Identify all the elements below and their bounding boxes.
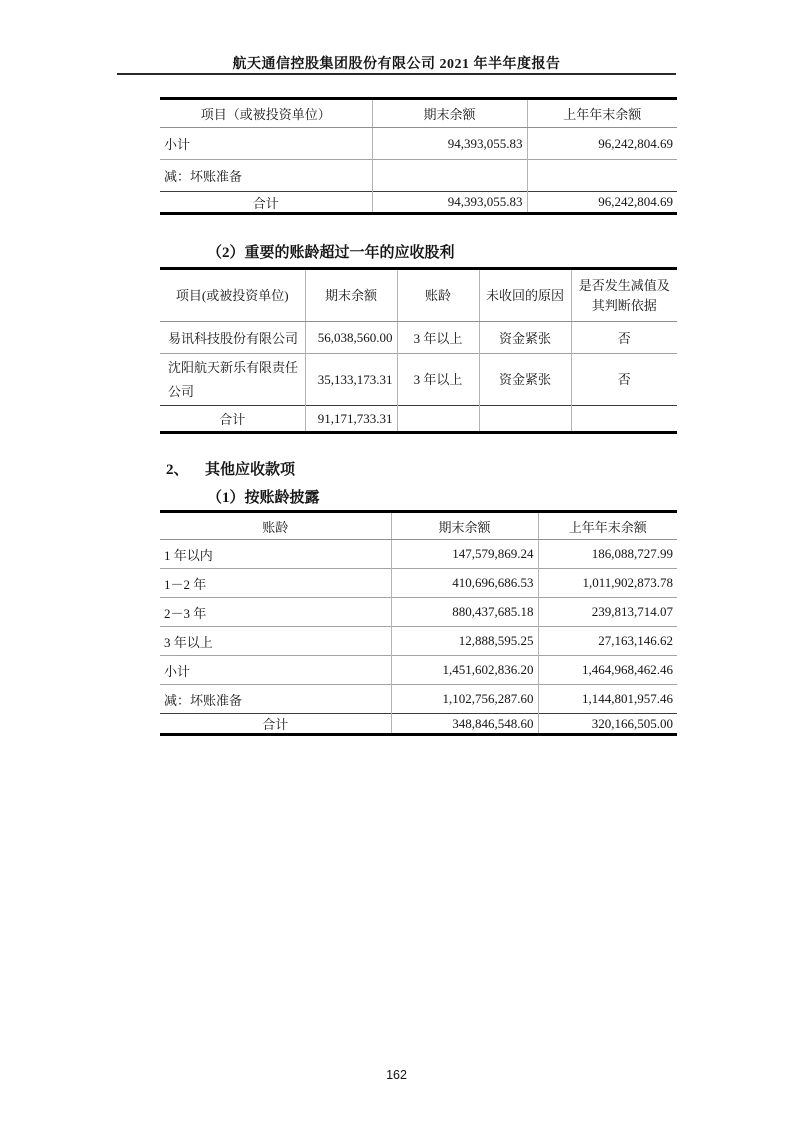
row-label: 小计	[164, 137, 191, 152]
table-row	[160, 598, 677, 627]
table-row	[160, 627, 677, 656]
table-header-row	[160, 269, 677, 322]
closing-balance-value: 1,102,756,287.60	[391, 685, 538, 714]
table-row	[160, 540, 677, 569]
closing-balance-value: 12,888,595.25	[391, 627, 538, 656]
table-total-row	[160, 406, 677, 433]
column-header-closing-balance: 期末余额	[305, 269, 397, 322]
prior-year-balance-value: 186,088,727.99	[538, 540, 677, 569]
table-row	[160, 656, 677, 685]
impairment-value: 否	[571, 322, 677, 354]
closing-balance-value	[372, 160, 527, 192]
closing-balance-value: 94,393,055.83	[372, 192, 527, 214]
page-number: 162	[386, 1068, 407, 1082]
table-total-row	[160, 714, 677, 735]
aging-bucket-label: 1－2 年	[160, 569, 391, 598]
closing-balance-value: 1,451,602,836.20	[391, 656, 538, 685]
table-header-row	[160, 512, 677, 540]
row-label: 减：坏账准备	[160, 685, 391, 714]
prior-year-balance-value: 96,242,804.69	[527, 128, 677, 160]
table-row	[160, 322, 677, 354]
subsection-heading-aging-disclosure: （1）按账龄披露	[207, 490, 320, 506]
column-header-aging: 账龄	[397, 269, 479, 322]
reason-value: 资金紧张	[479, 322, 571, 354]
column-header-closing-balance: 期末余额	[372, 99, 527, 128]
row-label: 减：坏账准备	[160, 160, 372, 192]
aging-bucket-label: 1 年以内	[164, 547, 213, 563]
table-row	[160, 128, 677, 160]
column-header-investee: 项目(或被投资单位)	[160, 269, 305, 322]
table-total-row	[160, 192, 677, 214]
prior-year-balance-value: 239,813,714.07	[538, 598, 677, 627]
section-title-text: 其他应收款项	[205, 462, 296, 478]
column-header-reason-uncollected: 未收回的原因	[479, 269, 571, 322]
prior-year-balance-value: 320,166,505.00	[538, 714, 677, 735]
reason-value	[479, 406, 571, 433]
section-number: 2、	[166, 462, 189, 478]
investee-name: 易讯科技股份有限公司	[168, 331, 299, 346]
header-divider	[117, 73, 676, 75]
closing-balance-value: 56,038,560.00	[305, 322, 397, 354]
aging-value	[397, 406, 479, 433]
closing-balance-value: 348,846,548.60	[391, 714, 538, 735]
table-row	[160, 354, 677, 406]
impairment-value: 否	[571, 354, 677, 406]
prior-year-balance-value	[527, 160, 677, 192]
table-row	[160, 685, 677, 714]
page-title: 航天通信控股集团股份有限公司 2021 年半年度报告	[232, 57, 561, 72]
aging-bucket-label: 3 年以上	[160, 627, 391, 656]
column-header-prior-year-balance: 上年年末余额	[527, 99, 677, 128]
closing-balance-value: 94,393,055.83	[372, 128, 527, 160]
section-heading-other-receivables	[166, 458, 295, 479]
closing-balance-value: 91,171,733.31	[305, 406, 397, 433]
table-row	[160, 160, 677, 192]
closing-balance-value: 880,437,685.18	[391, 598, 538, 627]
aging-bucket-label: 2－3 年	[160, 598, 391, 627]
prior-year-balance-value: 1,144,801,957.46	[538, 685, 677, 714]
prior-year-balance-value: 1,464,968,462.46	[538, 656, 677, 685]
closing-balance-value: 410,696,686.53	[391, 569, 538, 598]
impairment-value	[571, 406, 677, 433]
closing-balance-value: 35,133,173.31	[305, 354, 397, 406]
column-header-impairment: 是否发生减值及其判断依据	[571, 269, 677, 322]
column-header-aging: 账龄	[160, 512, 391, 540]
row-label: 合计	[160, 406, 305, 433]
other-receivables-aging-table	[160, 510, 677, 736]
row-label: 合计	[160, 714, 391, 735]
aging-value: 3 年以上	[397, 322, 479, 354]
column-header-prior-year-balance: 上年年末余额	[538, 512, 677, 540]
investee-name: 沈阳航天新乐有限责任公司	[160, 354, 305, 406]
overdue-dividends-table	[160, 267, 677, 434]
prior-year-balance-value: 96,242,804.69	[527, 192, 677, 214]
table-header-row	[160, 99, 677, 128]
prior-year-balance-value: 1,011,902,873.78	[538, 569, 677, 598]
column-header-item: 项目（或被投资单位）	[160, 99, 372, 128]
column-header-closing-balance: 期末余额	[391, 512, 538, 540]
table-row	[160, 569, 677, 598]
dividends-summary-table	[160, 97, 677, 215]
closing-balance-value: 147,579,869.24	[391, 540, 538, 569]
aging-value: 3 年以上	[397, 354, 479, 406]
reason-value: 资金紧张	[479, 354, 571, 406]
prior-year-balance-value: 27,163,146.62	[538, 627, 677, 656]
row-label: 小计	[160, 656, 391, 685]
row-label: 合计	[160, 192, 372, 214]
section-heading-overdue-dividends: （2）重要的账龄超过一年的应收股利	[207, 245, 455, 261]
